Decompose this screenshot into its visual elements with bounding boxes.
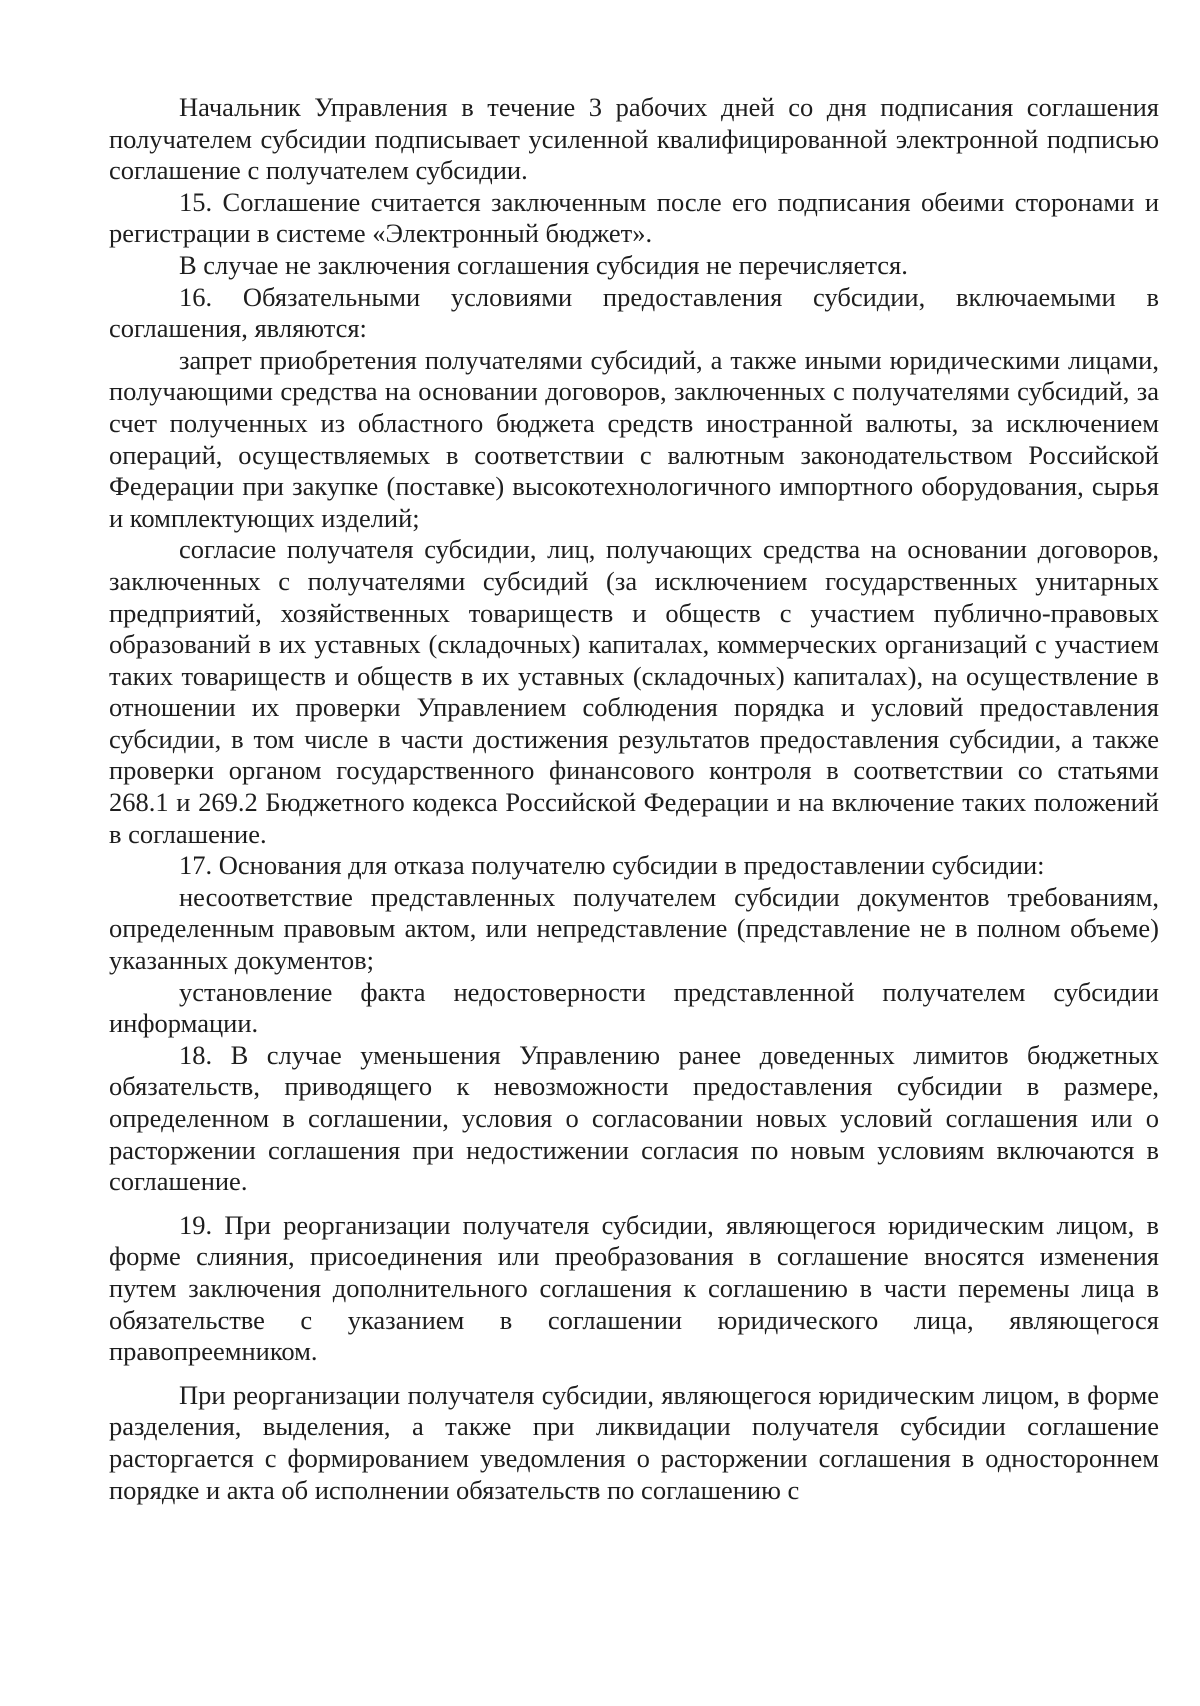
paragraph-18: 18. В случае уменьшения Управлению ранее доведенных лимитов бюджетных обязательств, приводящего к невозможности предоставления субсидии в размере, определенном в соглашении, условия о согласовании новых условий соглашения или о расторжении соглашения при недостижении согласия по новым условиям включаются в соглашение. — [109, 1039, 1159, 1197]
paragraph-reorganization: При реорганизации получателя субсидии, являющегося юридическим лицом, в форме разделения, выделения, а также при ликвидации получателя субсидии соглашение расторгается с формированием уведомления о расторжении соглашения в одностороннем порядке и акта об исполнении обязательств по соглашению с — [109, 1379, 1159, 1505]
paragraph-signing: Начальник Управления в течение 3 рабочих дней со дня подписания соглашения получателем субсидии подписывает усиленной квалифицированной электронной подписью соглашение с получателем субсидии. — [109, 92, 1159, 186]
paragraph-16: 16. Обязательными условиями предоставления субсидии, включаемыми в соглашения, являются: — [109, 281, 1159, 344]
paragraph-15: 15. Соглашение считается заключенным после его подписания обеими сторонами и регистрации в системе «Электронный бюджет». — [109, 186, 1159, 249]
paragraph-17: 17. Основания для отказа получателю субсидии в предоставлении субсидии: — [179, 850, 1045, 881]
paragraph-16-consent: согласие получателя субсидии, лиц, получающих средства на основании договоров, заключенных с получателями субсидий (за исключением государственных унитарных предприятий, хозяйственных товариществ и обществ с участием публично-правовых образований в их уставных (складочных) капиталах, коммерческих организаций с участием таких товариществ и обществ в их уставных (складочных) капиталах), на осуществление в отношении их проверки Управлением соблюдения порядка и условий предоставления субсидии, в том числе в части достижения результатов предоставления субсидии, а также проверки органом государственного финансового контроля в соответствии со статьями 268.1 и 269.2 Бюджетного кодекса Российской Федерации и на включение таких положений в соглашение. — [109, 534, 1159, 849]
paragraph-no-agreement: В случае не заключения соглашения субсидия не перечисляется. — [179, 249, 908, 280]
paragraph-17-false-info: установление факта недостоверности представленной получателем субсидии информации. — [109, 976, 1159, 1039]
paragraph-19: 19. При реорганизации получателя субсидии, являющегося юридическим лицом, в форме слияния, присоединения или преобразования в соглашение вносятся изменения путем заключения дополнительного соглашения к соглашению в части перемены лица в обязательстве с указанием в соглашении юридического лица, являющегося правопреемником. — [109, 1209, 1159, 1367]
document-body — [109, 92, 1159, 1506]
paragraph-17-nonconformity: несоответствие представленных получателем субсидии документов требованиям, определенным правовым актом, или непредставление (представление не в полном объеме) указанных документов; — [109, 881, 1159, 976]
paragraph-16-currency-ban: запрет приобретения получателями субсидий, а также иными юридическими лицами, получающими средства на основании договоров, заключенных с получателями субсидий, за счет полученных из областного бюджета средств иностранной валюты, за исключением операций, осуществляемых в соответствии с валютным законодательством Российской Федерации при закупке (поставке) высокотехнологичного импортного оборудования, сырья и комплектующих изделий; — [109, 344, 1159, 533]
